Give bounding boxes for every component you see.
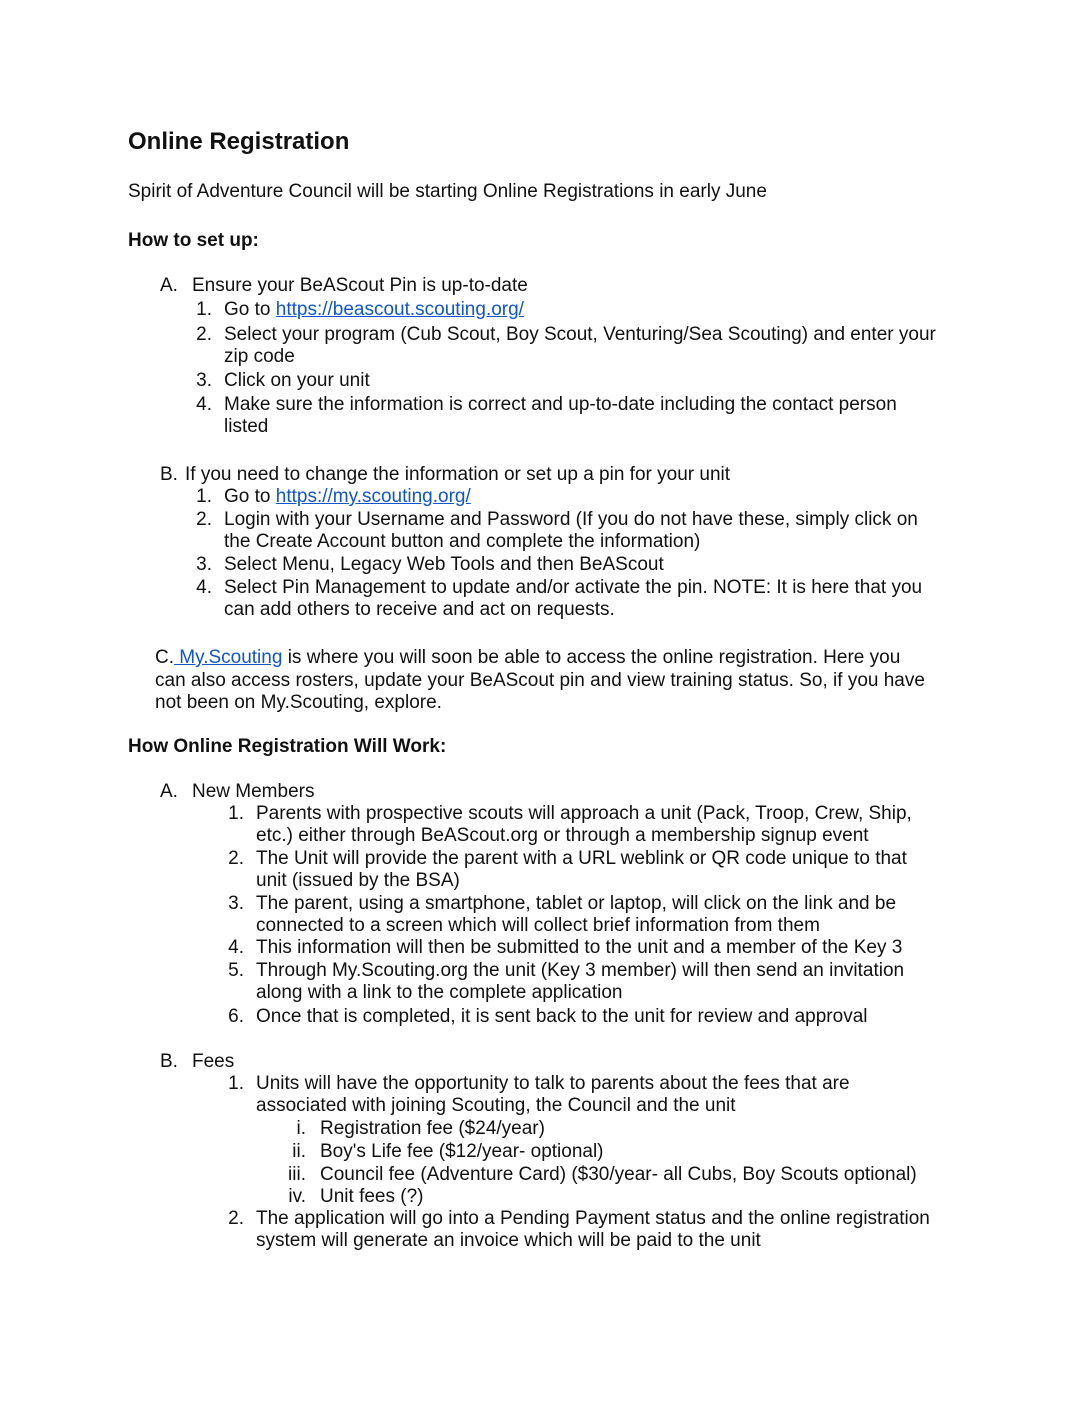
list-item-text <box>256 1073 850 1117</box>
sub-item-text: Boy's Life fee ($12/year- optional) <box>320 1141 604 1162</box>
list-marker: 1. <box>196 486 212 507</box>
section-text: New Members <box>192 781 315 802</box>
setup-heading: How to set up: <box>128 230 259 251</box>
setup-section-c <box>155 647 975 715</box>
list-item-text: This information will then be submitted to the unit and a member of the Key 3 <box>256 937 903 958</box>
list-marker: ii. <box>292 1141 306 1162</box>
section-text: Fees <box>192 1051 235 1072</box>
list-item-text <box>256 848 907 892</box>
list-item-text <box>256 803 912 847</box>
list-marker: 1. <box>196 299 212 320</box>
line <box>155 647 975 670</box>
list-item-text <box>256 893 896 937</box>
list-marker: i. <box>296 1118 306 1139</box>
my-scouting-link[interactable]: https://my.scouting.org/ <box>275 486 471 507</box>
list-item-text <box>256 960 904 1004</box>
line: The application will go into a Pending Payment status and the online registration <box>256 1208 930 1229</box>
list-marker: C. <box>155 647 174 668</box>
list-item-text <box>224 509 918 553</box>
line: Select Pin Management to update and/or activate the pin. NOTE: It is here that you <box>224 577 923 598</box>
list-marker: 3. <box>228 893 244 914</box>
page-title: Online Registration <box>128 128 350 155</box>
sub-item-text: Registration fee ($24/year) <box>320 1118 545 1139</box>
line: unit (issued by the BSA) <box>256 870 460 891</box>
list-item-text: Once that is completed, it is sent back to the unit for review and approval <box>256 1006 868 1027</box>
line: can add others to receive and act on requests. <box>224 599 615 620</box>
list-marker: B. <box>160 464 178 485</box>
list-marker: 1. <box>228 803 244 824</box>
list-item-text <box>224 577 922 621</box>
line: along with a link to the complete application <box>256 982 623 1003</box>
list-marker: A. <box>160 275 178 296</box>
my-scouting-link-inline[interactable]: My.Scouting <box>174 647 283 668</box>
line: The Unit will provide the parent with a URL weblink or QR code unique to that <box>256 848 907 869</box>
line: Parents with prospective scouts will approach a unit (Pack, Troop, Crew, Ship, <box>256 803 912 824</box>
list-marker: 2. <box>228 848 244 869</box>
list-item-text <box>224 324 936 368</box>
list-marker: 2. <box>196 509 212 530</box>
line: can also access rosters, update your BeAScout pin and view training status. So, if you have <box>155 669 925 691</box>
list-item-text: Click on your unit <box>224 370 370 391</box>
line: connected to a screen which will collect brief information from them <box>256 915 820 936</box>
list-marker: iii. <box>288 1164 306 1185</box>
list-item-text <box>224 299 524 321</box>
list-marker: 5. <box>228 960 244 981</box>
sub-item-text: Council fee (Adventure Card) ($30/year- all Cubs, Boy Scouts optional) <box>320 1164 917 1185</box>
line: associated with joining Scouting, the Council and the unit <box>256 1095 736 1116</box>
line: the Create Account button and complete the information) <box>224 531 701 552</box>
list-marker: 4. <box>196 577 212 598</box>
line: system will generate an invoice which will be paid to the unit <box>256 1230 761 1251</box>
list-marker: B. <box>160 1051 178 1072</box>
line: The parent, using a smartphone, tablet or laptop, will click on the link and be <box>256 893 897 914</box>
beascout-link[interactable]: https://beascout.scouting.org/ <box>275 299 524 320</box>
list-item-text: Select Menu, Legacy Web Tools and then BeAScout <box>224 554 664 575</box>
section-text: If you need to change the information or set up a pin for your unit <box>185 464 731 485</box>
list-marker: 6. <box>228 1006 244 1027</box>
list-marker: 3. <box>196 554 212 575</box>
line: Units will have the opportunity to talk to parents about the fees that are <box>256 1073 850 1094</box>
list-marker: iv. <box>288 1186 306 1207</box>
line: Through My.Scouting.org the unit (Key 3 member) will then send an invitation <box>256 960 905 981</box>
list-marker: 2. <box>228 1208 244 1229</box>
list-item-text <box>256 1208 930 1252</box>
list-marker: 1. <box>228 1073 244 1094</box>
line: listed <box>224 416 269 437</box>
sub-item-text: Unit fees (?) <box>320 1186 424 1207</box>
link-prefix: Go to <box>224 486 276 507</box>
section-text: Ensure your BeAScout Pin is up-to-date <box>192 275 528 296</box>
list-marker: 2. <box>196 324 212 345</box>
line: Select your program (Cub Scout, Boy Scout, Venturing/Sea Scouting) and enter your <box>224 324 936 345</box>
link-prefix: Go to <box>224 299 276 320</box>
list-item-text <box>224 486 471 508</box>
list-marker: 4. <box>196 394 212 415</box>
line: etc.) either through BeAScout.org or through a membership signup event <box>256 825 869 846</box>
work-heading: How Online Registration Will Work: <box>128 736 447 757</box>
line: Login with your Username and Password (If you do not have these, simply click on <box>224 509 918 530</box>
line: zip code <box>224 346 295 367</box>
list-item-text <box>224 394 897 438</box>
line: not been on My.Scouting, explore. <box>155 692 442 713</box>
intro-paragraph: Spirit of Adventure Council will be starting Online Registrations in early June <box>128 181 767 202</box>
text-run: is where you will soon be able to access the online registration. Here you <box>282 647 901 668</box>
list-marker: 4. <box>228 937 244 958</box>
line: Make sure the information is correct and up-to-date including the contact person <box>224 394 897 415</box>
list-marker: A. <box>160 781 178 802</box>
list-marker: 3. <box>196 370 212 391</box>
